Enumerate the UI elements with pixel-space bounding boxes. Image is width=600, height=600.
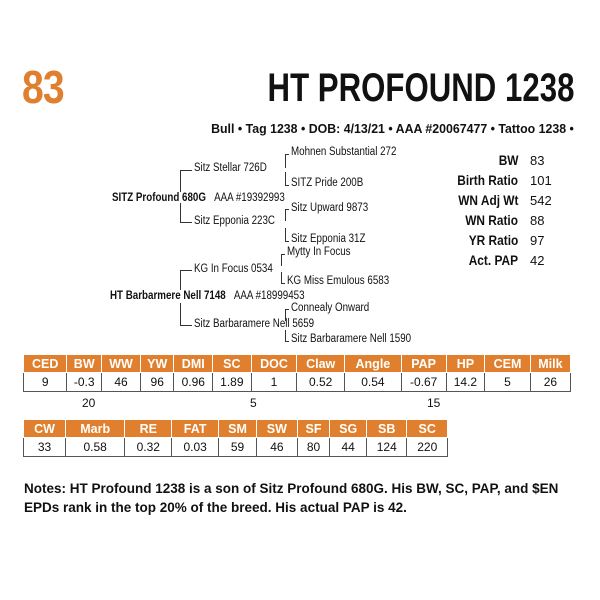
epd-value: 0.96 [174,373,213,392]
epd-value: 0.03 [172,438,219,457]
stat-label: BW [498,153,518,168]
notes-text: Notes: HT Profound 1238 is a son of Sitz Profound 680G. His BW, SC, PAP, and $EN EPDs rank in the top 20% of the breed. His actual PAP is 42. [24,481,559,515]
epd-table-carcass [23,419,448,457]
pedigree-dam-name: HT Barbarmere Nell 7148 [110,290,226,302]
pedigree-line [285,209,289,210]
epd-header: Angle [345,355,402,373]
epd-value: 26 [530,373,570,392]
pedigree-sire-sire-dam: SITZ Pride 200B [291,177,364,189]
animal-subtitle: Bull • Tag 1238 • DOB: 4/13/21 • AAA #20067477 • Tattoo 1238 • [211,121,574,136]
epd-header: RE [125,420,172,438]
stat-value: 88 [530,213,545,228]
epd-header: CW [24,420,66,438]
pedigree-line [285,154,286,168]
stat-label: YR Ratio [468,233,518,248]
pedigree-sire-sire-sire: Mohnen Substantial 272 [291,146,397,158]
pedigree-line [180,270,192,271]
stat-label: WN Adj Wt [457,193,518,208]
epd-header: SG [330,420,367,438]
pedigree-dam-dam: Sitz Barbaramere Nell 5659 [194,318,315,330]
epd-value: 5 [485,373,531,392]
pedigree-dam-sire-dam: KG Miss Emulous 6583 [287,275,390,287]
pedigree-line [180,203,181,223]
epd-value: 33 [24,438,66,457]
epd-header: Claw [297,355,345,373]
pedigree-sire-reg: AAA #19392993 [214,192,285,204]
epd-header: SM [219,420,257,438]
pedigree-line [281,254,285,255]
pedigree-line [285,172,286,186]
epd-header: DMI [174,355,213,373]
epd-value: 46 [102,373,141,392]
epd-header-row [24,355,571,373]
stat-value: 42 [530,253,545,268]
epd-header: SC [213,355,252,373]
epd-header: SF [297,420,330,438]
epd-header: SW [257,420,298,438]
pedigree-dam-dam-dam: Sitz Barbaramere Nell 1590 [291,333,412,345]
pedigree-line [180,303,181,325]
stat-value: 97 [530,233,545,248]
epd-header: PAP [401,355,446,373]
pedigree-line [281,254,282,266]
epd-header: CEM [485,355,531,373]
pedigree-line [180,222,192,223]
epd-value-row [24,373,571,392]
epd-header: YW [140,355,173,373]
pedigree-line [285,341,289,342]
pedigree-line [180,170,181,192]
pedigree-line [285,309,289,310]
pedigree-dam-dam-sire: Connealy Onward [291,302,370,314]
epd-header-row [24,420,448,438]
epd-header: SB [367,420,407,438]
epd-value: -0.3 [67,373,102,392]
pedigree-line [281,283,285,284]
epd-percentile-pap: 15 [427,396,441,410]
pedigree-dam-sire-sire: Mytty In Focus [287,246,351,258]
epd-value: 0.52 [297,373,345,392]
epd-header: DOC [251,355,297,373]
epd-header: FAT [172,420,219,438]
pedigree-sire-sire: Sitz Stellar 726D [194,162,267,174]
pedigree-line [285,185,289,186]
epd-value: 220 [407,438,448,457]
epd-header: Marb [65,420,124,438]
epd-value: 9 [24,373,67,392]
epd-value: -0.67 [401,373,446,392]
epd-header: SC [407,420,448,438]
pedigree-line [285,228,286,242]
lot-number: 83 [22,61,64,113]
epd-value: 14.2 [446,373,485,392]
pedigree-sire-dam: Sitz Epponia 223C [194,215,275,227]
pedigree-line [180,325,192,326]
epd-header: WW [102,355,141,373]
animal-name: HT PROFOUND 1238 [267,66,574,110]
pedigree-dam-reg: AAA #18999453 [233,290,305,302]
epd-header: BW [67,355,102,373]
epd-value: 1.89 [213,373,252,392]
pedigree-sire-dam-sire: Sitz Upward 9873 [291,202,369,214]
epd-value: 0.32 [125,438,172,457]
pedigree-sire-name: SITZ Profound 680G [112,192,206,204]
epd-value: 0.58 [65,438,124,457]
pedigree-sire [112,192,285,204]
pedigree-line [285,241,289,242]
epd-value: 46 [257,438,298,457]
pedigree-line [180,270,181,290]
stat-label: Birth Ratio [457,173,518,188]
epd-header: CED [24,355,67,373]
epd-value: 96 [140,373,173,392]
epd-percentile-bw: 20 [82,396,96,410]
stat-value: 101 [530,173,552,188]
pedigree-line [180,170,192,171]
stat-label: WN Ratio [465,213,518,228]
epd-header: Milk [530,355,570,373]
pedigree-dam [110,290,305,302]
epd-value: 44 [330,438,367,457]
epd-percentile-sc: 5 [250,396,257,410]
epd-value: 0.54 [345,373,402,392]
stat-value: 83 [530,153,545,168]
pedigree-line [285,209,286,221]
stat-label: Act. PAP [468,253,518,268]
pedigree-dam-sire: KG In Focus 0534 [194,263,273,275]
epd-value: 80 [297,438,330,457]
stat-value: 542 [530,193,552,208]
epd-value: 1 [251,373,297,392]
epd-header: HP [446,355,485,373]
epd-value: 59 [219,438,257,457]
epd-value-row [24,438,448,457]
epd-value: 124 [367,438,407,457]
epd-table-primary [23,354,571,392]
pedigree-sire-dam-dam: Sitz Epponia 31Z [291,233,366,245]
pedigree-line [285,154,289,155]
